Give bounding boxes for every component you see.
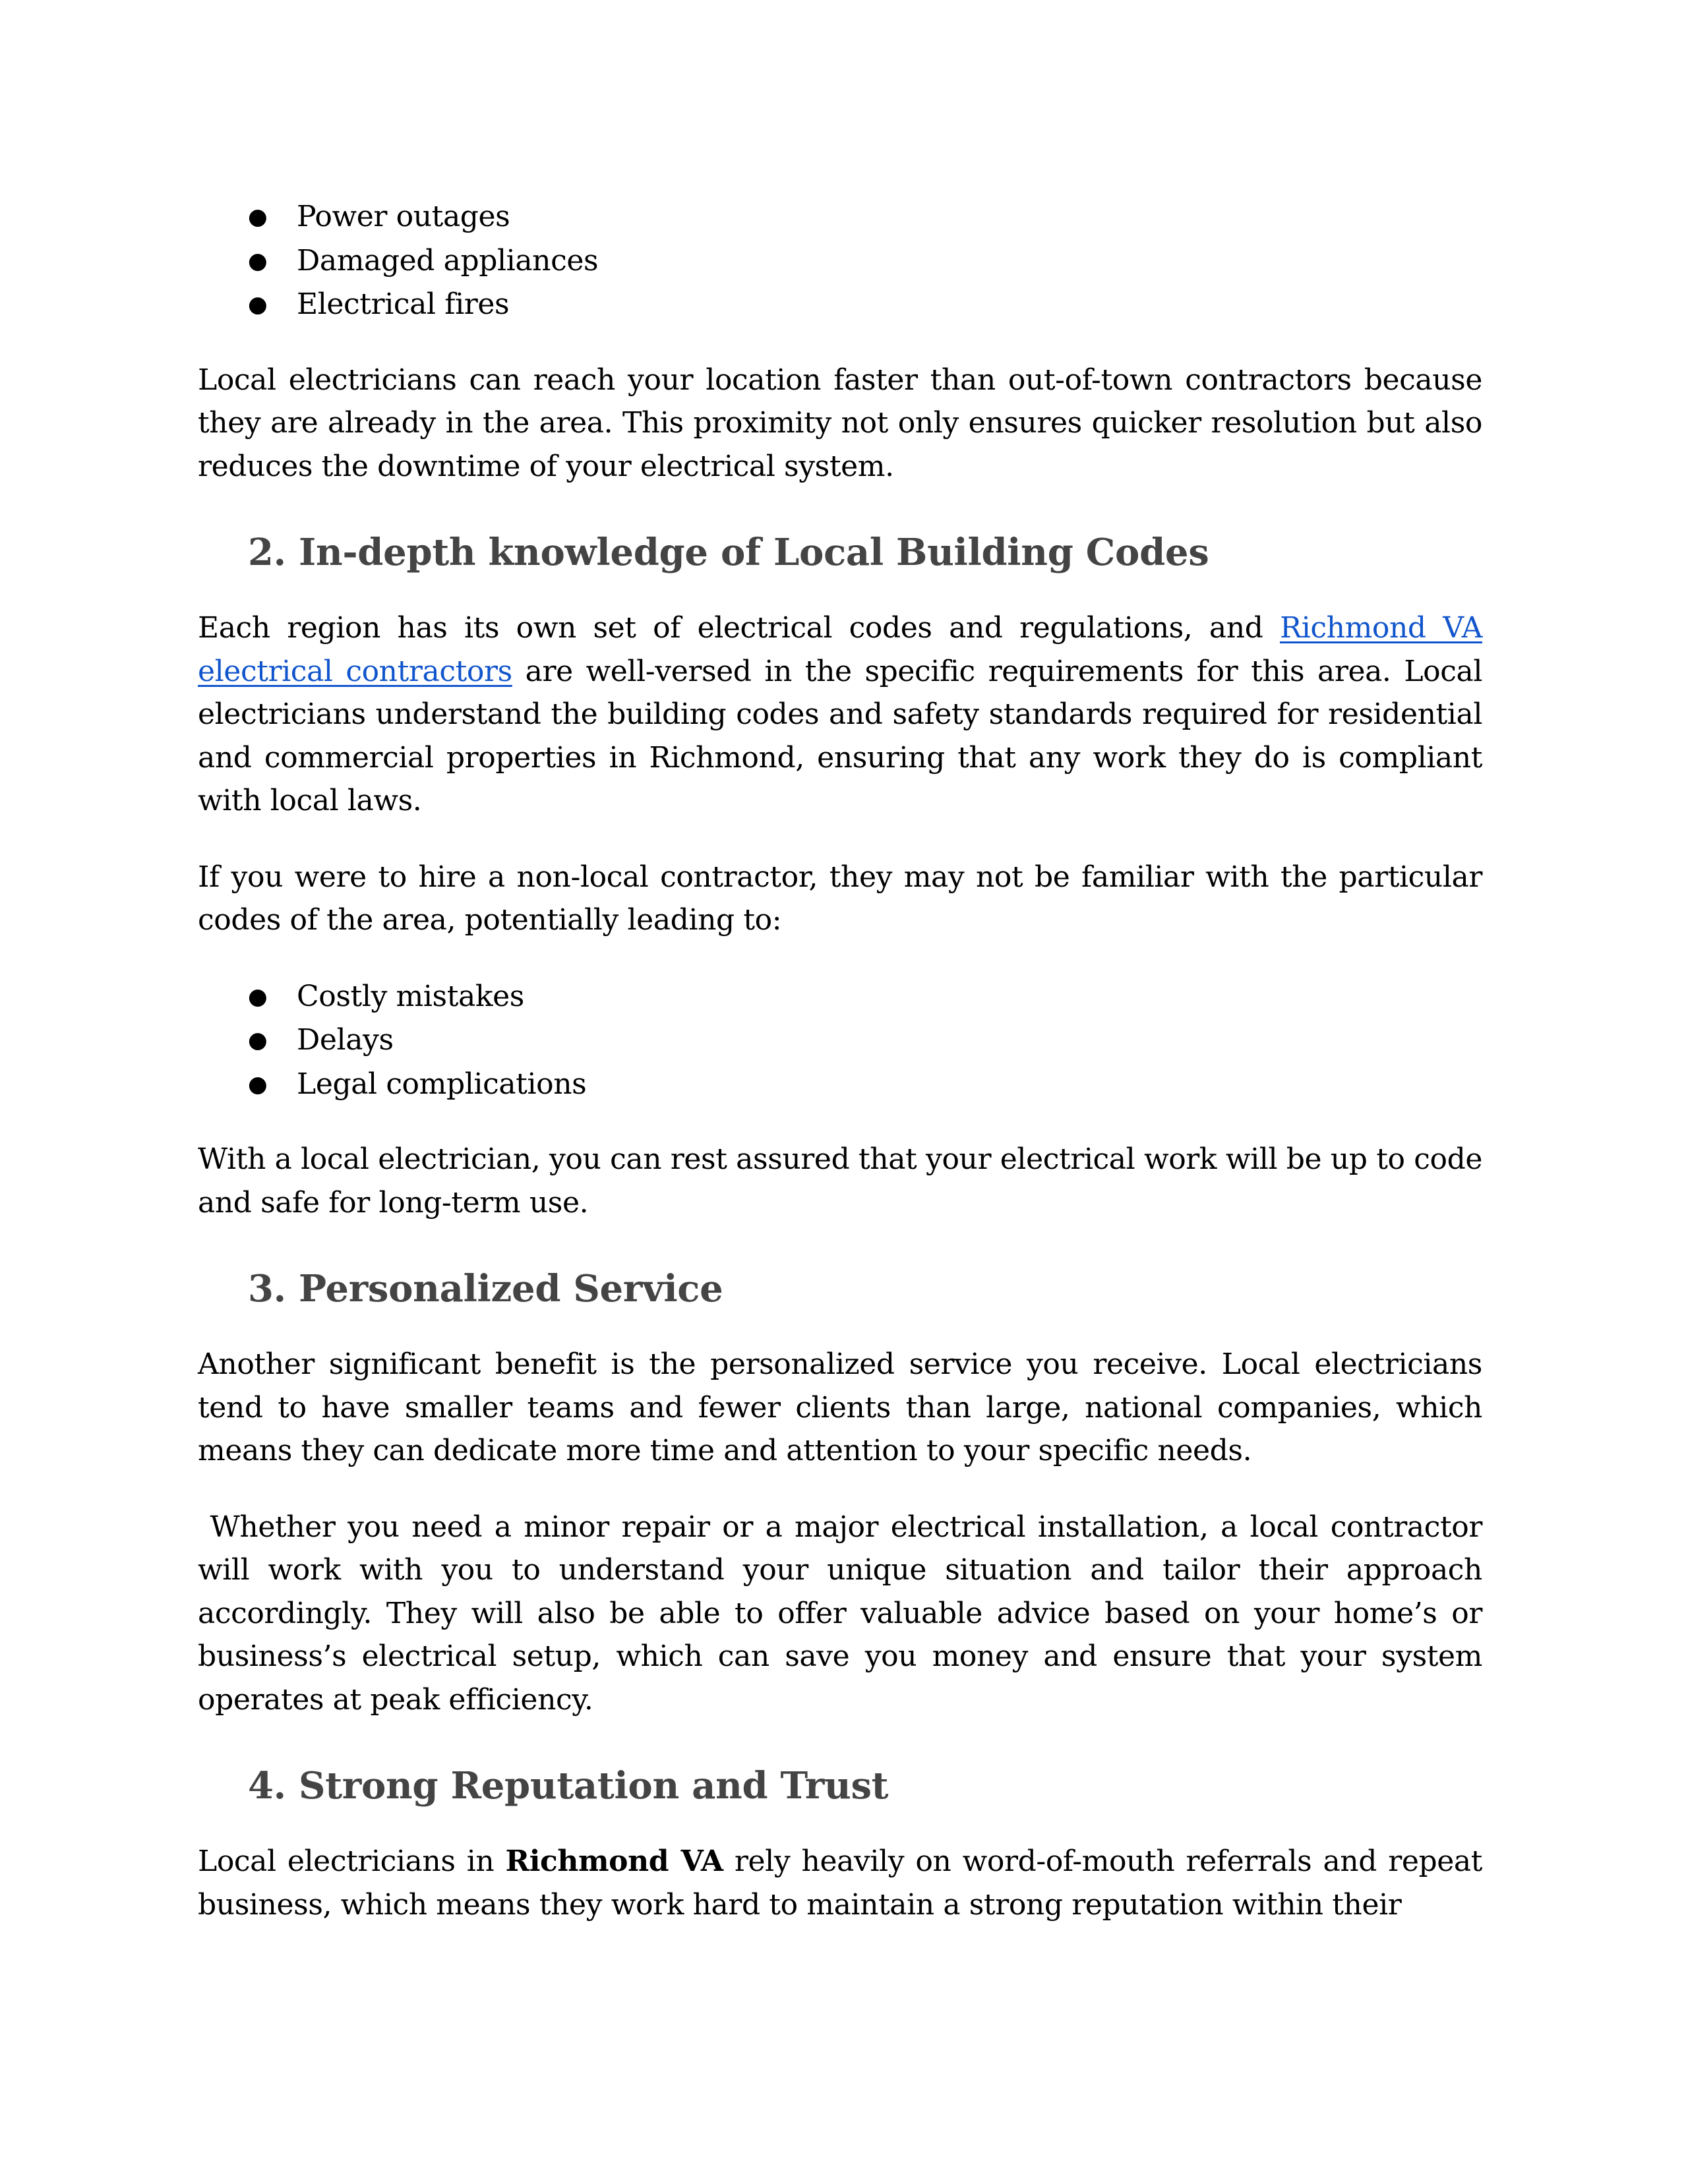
list-item-text: Legal complications — [297, 1067, 587, 1101]
section-heading-reputation-trust: 4. Strong Reputation and Trust — [248, 1764, 889, 1808]
list-item — [198, 283, 1482, 327]
bullet-icon: ● — [248, 204, 268, 230]
proximity-paragraph: Local electricians can reach your location faster than out-of-town contractors because they are already in the area. This proximity not only ensures quicker resolution but also reduces the downtime of your electrical system. — [198, 363, 1482, 483]
section-heading-personalized-service: 3. Personalized Service — [248, 1267, 723, 1311]
list-item-text: Costly mistakes — [297, 979, 524, 1013]
document-page — [198, 195, 1492, 1926]
reputation-paragraph — [198, 1840, 1482, 1926]
list-item — [198, 239, 1482, 283]
repair-installation-paragraph: Whether you need a minor repair or a major electrical installation, a local contractor will work with you to understand your unique situation and tailor their approach accordingly. They will also be able to offer valuable advice based on your home’s or business’s electrical setup, which can save you money and ensure that your system operates at peak efficiency. — [198, 1510, 1492, 1717]
bullet-icon: ● — [248, 983, 268, 1010]
outage-risks-list — [198, 195, 1482, 327]
richmond-contractors-link[interactable]: Richmond VA electrical contractors — [198, 611, 1482, 688]
paragraph-text: are well-versed in the specific requirements for this area. Local electricians understand the building codes and safety standards required for residential and commercial properties in Richmond, ensuring that any work they do is compliant with local laws. — [198, 654, 1482, 817]
list-item-text: Power outages — [297, 200, 510, 233]
paragraph-text: Each region has its own set of electrical codes and regulations, and — [198, 611, 1280, 645]
paragraph-text: Local electricians in — [198, 1845, 506, 1878]
list-item-text: Damaged appliances — [297, 243, 599, 278]
non-local-risks-list — [198, 975, 1482, 1107]
section-heading-building-codes: 2. In-depth knowledge of Local Building Codes — [248, 531, 1209, 574]
list-item-text: Delays — [297, 1023, 394, 1057]
rest-assured-paragraph: With a local electrician, you can rest assured that your electrical work will be up to code and safe for long-term use. — [198, 1142, 1482, 1220]
building-codes-paragraph — [198, 606, 1482, 823]
bullet-icon: ● — [248, 291, 268, 318]
list-item — [198, 975, 1482, 1019]
location-bold-text: Richmond VA — [505, 1845, 723, 1878]
bullet-icon: ● — [248, 1071, 268, 1098]
non-local-contractor-paragraph: If you were to hire a non-local contractor, they may not be familiar with the particular codes of the area, potentially leading to: — [198, 860, 1482, 937]
personalized-service-paragraph: Another significant benefit is the personalized service you receive. Local electricians tend to have smaller teams and fewer clients than large, national companies, which means they can dedicate more time and attention to your specific needs. — [198, 1347, 1482, 1467]
bullet-icon: ● — [248, 1027, 268, 1053]
paragraph-text: rely heavily on word-of-mouth referrals and repeat business, which means they work hard to maintain a strong reputation within their — [198, 1845, 1482, 1922]
bullet-icon: ● — [248, 247, 268, 274]
list-item-text: Electrical fires — [297, 287, 510, 321]
list-item — [198, 1018, 1482, 1063]
list-item — [198, 1063, 1482, 1107]
list-item — [198, 195, 1482, 239]
